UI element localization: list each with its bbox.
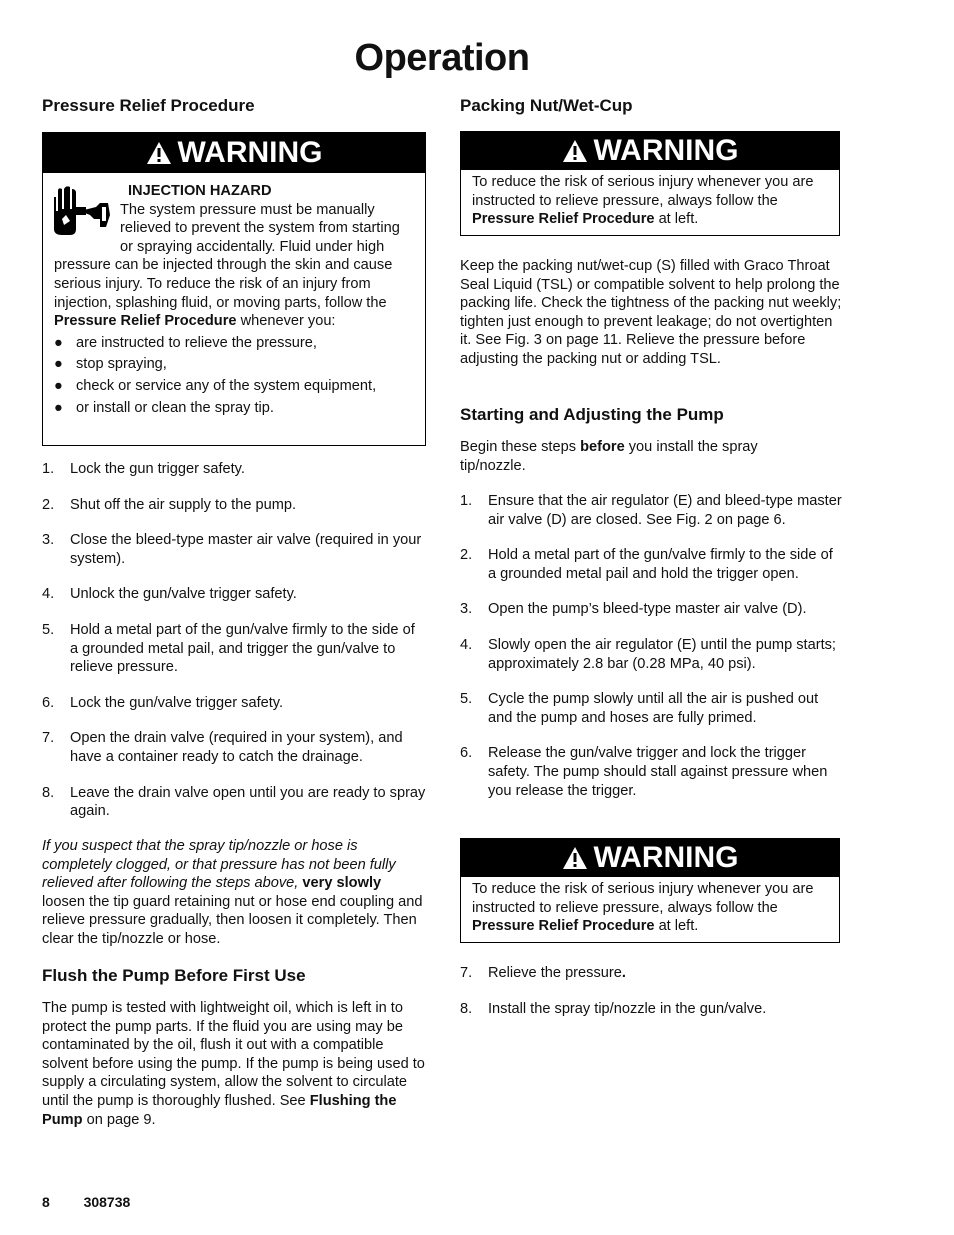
list-item xyxy=(54,377,415,396)
step-number: 6. xyxy=(42,694,55,711)
step-item xyxy=(42,460,426,479)
warning-header-label: WARNING xyxy=(593,134,739,167)
intro-text-tail: you install the spray tip/nozzle. xyxy=(460,439,758,474)
step-bold-tail: . xyxy=(621,965,626,981)
step-item xyxy=(42,694,426,713)
starting-heading: Starting and Adjusting the Pump xyxy=(460,405,724,424)
packing-paragraph: Keep the packing nut/wet-cup (S) filled with Graco Throat Seal Liquid (TSL) or compatible solvent to help prolong the packing life. Check the tightness of the packing nut weekly; tighten just enough to prevent leakage; do not overtighten it. See Fig. 3 on page 11. Relieve the pressure before adjusting the packing nut or adding TSL. xyxy=(460,258,842,367)
step-text: Hold a metal part of the gun/valve firmly to the side of a grounded metal pail and hold the trigger open. xyxy=(488,547,833,582)
step-number: 8. xyxy=(460,1000,473,1017)
step-number: 7. xyxy=(42,730,55,747)
step-item xyxy=(460,690,844,727)
step-text: Open the drain valve (required in your system), and have a container ready to catch the drainage. xyxy=(70,730,403,765)
step-item xyxy=(42,585,426,604)
step-item xyxy=(460,492,844,529)
pressure-relief-reference: Pressure Relief Procedure xyxy=(472,918,655,935)
step-number: 8. xyxy=(42,784,55,801)
step-item xyxy=(460,1000,844,1019)
step-text: Release the gun/valve trigger and lock the trigger safety. The pump should stall against pressure when you release the trigger. xyxy=(488,745,828,799)
bullet-icon: ● xyxy=(54,356,63,373)
step-item xyxy=(460,636,844,673)
step-text: Open the pump’s bleed-type master air valve (D). xyxy=(488,601,807,618)
step-item xyxy=(460,744,844,800)
step-item xyxy=(42,531,426,568)
step-text: Install the spray tip/nozzle in the gun/valve. xyxy=(488,1000,767,1017)
step-number: 5. xyxy=(460,691,473,708)
step-item xyxy=(460,964,844,983)
step-text: Lock the gun/valve trigger safety. xyxy=(70,694,284,711)
pressure-relief-reference: Pressure Relief Procedure xyxy=(54,313,237,330)
warning-text-tail: at left. xyxy=(654,918,699,935)
step-text: Close the bleed-type master air valve (required in your system). xyxy=(70,532,422,567)
injection-hazard-title: INJECTION HAZARD xyxy=(128,183,272,199)
step-number: 4. xyxy=(42,586,55,603)
bullet-icon: ● xyxy=(54,377,63,394)
step-text: Lock the gun trigger safety. xyxy=(70,461,245,477)
step-number: 3. xyxy=(42,532,55,549)
step-text: Leave the drain valve open until you are ready to spray again. xyxy=(70,784,426,820)
step-text: Ensure that the air regulator (E) and bleed-type master air valve (D) are closed. See Fig. 2 on page 6. xyxy=(488,493,842,528)
step-item xyxy=(42,784,426,821)
starting-steps xyxy=(460,492,844,800)
page-title: Operation xyxy=(354,37,530,79)
flush-heading: Flush the Pump Before First Use xyxy=(42,966,306,985)
warning-body xyxy=(461,170,839,235)
warning-text: To reduce the risk of serious injury whenever you are instructed to relieve pressure, always follow the xyxy=(472,174,814,209)
packing-nut-heading: Packing Nut/Wet-Cup xyxy=(460,96,633,115)
warning-triangle-icon xyxy=(562,139,588,163)
step-number: 1. xyxy=(42,461,55,477)
starting-warning-box xyxy=(460,838,840,943)
step-item xyxy=(460,546,844,583)
list-item xyxy=(54,334,415,353)
pressure-relief-reference: Pressure Relief Procedure xyxy=(472,211,655,228)
starting-steps-after xyxy=(460,964,844,1018)
step-number: 4. xyxy=(460,636,473,653)
clog-paragraph xyxy=(42,837,426,949)
step-text: Relieve the pressure xyxy=(488,965,622,981)
bullet-text: are instructed to relieve the pressure, xyxy=(76,334,317,351)
step-item xyxy=(42,621,426,677)
injection-hand-icon xyxy=(50,185,112,239)
step-item xyxy=(42,496,426,515)
list-item xyxy=(54,355,415,374)
clog-rest-text: loosen the tip guard retaining nut or hose end coupling and relieve pressure gradually, then loosen it completely. Then clear the tip/nozzle or hose. xyxy=(42,893,423,947)
flush-text: The pump is tested with lightweight oil, which is left in to protect the pump parts. If the fluid you are using may be contaminated by the oil, flush it out with a compatible solvent before using the pump. If the pump is being used to supply a circulating system, allow the solvent to circulate until the pump is thoroughly flushed. See xyxy=(42,1000,425,1109)
warning-text: To reduce the risk of serious injury whenever you are instructed to relieve pressure, always follow the xyxy=(472,881,814,916)
step-text: Slowly open the air regulator (E) until the pump starts; approximately 2.8 bar (0.28 MPa, 40 psi). xyxy=(488,636,836,672)
warning-header xyxy=(461,839,839,877)
clog-bold-text: very slowly xyxy=(302,875,382,892)
warning-header-label: WARNING xyxy=(593,841,739,874)
hazard-text-part: The system pressure must be manually relieved to prevent the system from starting or spraying accidentally. Fluid under high pressure can be injected through the skin and cause serious injury. To reduce the risk of an injury from injection, splashing fluid, or moving parts, follow the xyxy=(54,201,400,311)
warning-body xyxy=(461,877,839,942)
bullet-icon: ● xyxy=(54,399,63,416)
step-text: Hold a metal part of the gun/valve firmly to the side of a grounded metal pail, and trigger the gun/valve to relieve pressure. xyxy=(70,621,415,676)
bullet-icon: ● xyxy=(54,334,63,351)
step-item xyxy=(460,600,844,619)
list-item xyxy=(54,399,415,418)
step-number: 6. xyxy=(460,745,473,762)
intro-bold-text: before xyxy=(580,439,625,455)
step-text: Unlock the gun/valve trigger safety. xyxy=(70,586,297,603)
page-number: 8 xyxy=(42,1194,50,1210)
flushing-pump-reference: Flushing the Pump xyxy=(42,1092,397,1128)
bullet-text: check or service any of the system equipment, xyxy=(76,377,377,394)
step-text: Shut off the air supply to the pump. xyxy=(70,496,297,513)
warning-triangle-icon xyxy=(146,141,172,165)
warning-header xyxy=(43,133,425,173)
clog-italic-text: If you suspect that the spray tip/nozzle or hose is completely clogged, or that pressure has not been fully relieved after following the steps above, xyxy=(42,838,396,892)
flush-paragraph xyxy=(42,999,426,1129)
intro-text: Begin these steps xyxy=(460,439,581,455)
step-item xyxy=(42,729,426,766)
pressure-relief-steps xyxy=(42,460,426,821)
step-number: 7. xyxy=(460,965,473,981)
pressure-relief-heading: Pressure Relief Procedure xyxy=(42,96,255,115)
warning-triangle-icon xyxy=(562,846,588,870)
packing-warning-box xyxy=(460,131,840,236)
step-text: Cycle the pump slowly until all the air is pushed out and the pump and hoses are fully primed. xyxy=(488,691,819,726)
bullet-text: or install or clean the spray tip. xyxy=(76,399,274,416)
flush-text-tail: on page 9. xyxy=(82,1111,156,1128)
starting-intro xyxy=(460,438,800,475)
step-number: 2. xyxy=(460,547,473,564)
warning-header-label: WARNING xyxy=(177,136,323,169)
step-number: 2. xyxy=(42,496,55,513)
warning-text-tail: at left. xyxy=(654,211,699,228)
hazard-text-tail: whenever you: xyxy=(236,313,336,330)
step-number: 5. xyxy=(42,621,55,638)
step-number: 3. xyxy=(460,601,473,618)
bullet-text: stop spraying, xyxy=(76,356,167,373)
page-footer xyxy=(42,1193,130,1212)
warning-header xyxy=(461,132,839,170)
document-number: 308738 xyxy=(83,1194,131,1210)
injection-warning-box xyxy=(42,132,426,446)
step-number: 1. xyxy=(460,493,473,509)
